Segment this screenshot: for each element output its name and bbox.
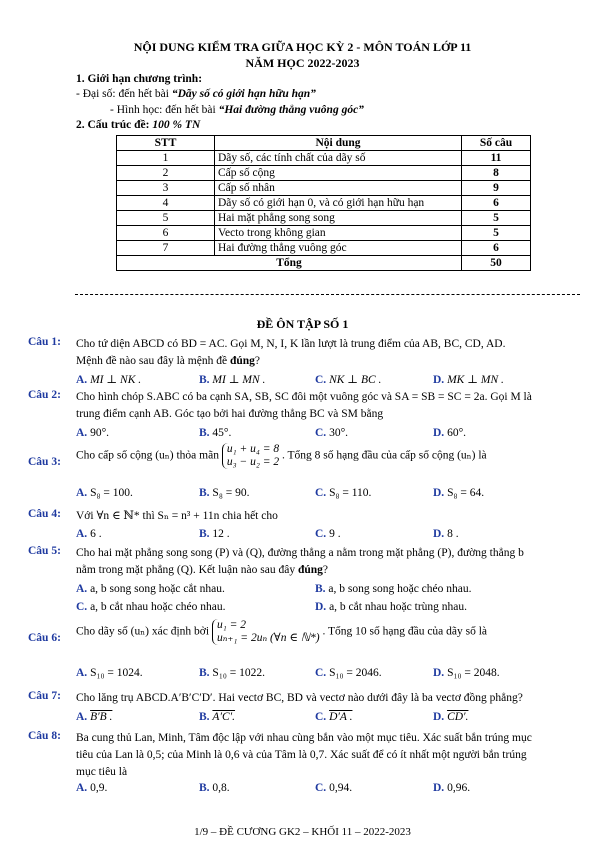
page-title: NỘI DUNG KIỂM TRA GIỮA HỌC KỲ 2 - MÔN TOÁN LỚP 11 [133, 40, 472, 54]
option-d[interactable]: D. S₈ = 64. [433, 487, 485, 499]
table-row: 6 Vecto trong không gian 5 [117, 226, 531, 241]
option-a[interactable]: A. S₁₀ = 1024. [76, 667, 143, 679]
question-text: Cho hình chóp S.ABC có ba cạnh SA, SB, SC đôi một vuông góc và SA = SB = SC = 2a. Gọi M là trung điểm cạnh AB. Góc tạo bởi hai đường thẳng BC và SM bằng [76, 391, 532, 420]
page-footer: 1/9 – ĐỀ CƯƠNG GK2 – KHỐI 11 – 2022-2023 [194, 826, 411, 838]
option-b[interactable]: B. S₈ = 90. [199, 487, 250, 499]
option-a[interactable]: A. 90°. [76, 427, 110, 439]
option-a[interactable]: A. S₈ = 100. [76, 487, 133, 499]
option-d[interactable]: D. CD′. [433, 711, 469, 723]
question-text: Cho hai mặt phẳng song song (P) và (Q), đường thẳng a nằm trong mặt phẳng (P), đường thẳng b nằm trong mặt phẳng (Q). Kết luận nào sau đây đúng? [76, 547, 524, 576]
option-c[interactable]: C. a, b cắt nhau hoặc chéo nhau. [76, 601, 226, 613]
question-text: Ba cung thủ Lan, Minh, Tâm độc lập với nhau cùng bắn vào một mục tiêu. Xác suất bắn trúng mục tiêu của Lan là 0,5; của Minh là 0,6 và của Tâm là 0,7. Xác suất để có ít nhất một người bắn trúng mục tiêu là [76, 732, 532, 778]
option-a[interactable]: A. a, b song song hoặc cắt nhau. [76, 583, 225, 595]
option-c[interactable]: C. 9 . [315, 528, 341, 540]
option-d[interactable]: D. 60°. [433, 427, 467, 439]
equation-system: u₁ + u₄ = 8 u₃ − u₂ = 2 [222, 443, 279, 469]
option-b[interactable]: B. 12 . [199, 528, 230, 540]
structure-heading: 2. Cấu trúc đề: 100 % TN [76, 119, 201, 131]
question-label: Câu 4: [28, 508, 61, 520]
option-d[interactable]: D. 8 . [433, 528, 459, 540]
question-label: Câu 2: [28, 389, 61, 401]
question-label: Câu 7: [28, 690, 61, 702]
structure-table [116, 135, 531, 271]
question-text: Cho tứ diện ABCD có BD = AC. Gọi M, N, I, K lần lượt là trung điểm của AB, BC, CD, AD. Mệnh đề nào sau đây là mệnh đề đúng? [76, 338, 506, 367]
option-b[interactable]: B. 45°. [199, 427, 232, 439]
option-c[interactable]: C. S₁₀ = 2046. [315, 667, 382, 679]
option-d[interactable]: D. a, b cắt nhau hoặc trùng nhau. [315, 601, 468, 613]
question-label: Câu 3: [28, 456, 61, 468]
option-b[interactable]: B. A′C′. [199, 711, 236, 723]
table-total-row: Tổng 50 [117, 256, 531, 271]
table-row: 3 Cấp số nhân 9 [117, 181, 531, 196]
option-a[interactable]: A. 6 . [76, 528, 102, 540]
table-header-row [117, 136, 531, 151]
option-c[interactable]: C. 0,94. [315, 782, 353, 794]
exam-title: ĐỀ ÔN TẬP SỐ 1 [256, 317, 349, 331]
school-year: NĂM HỌC 2022-2023 [245, 56, 360, 70]
divider [75, 294, 580, 295]
question-label: Câu 8: [28, 730, 61, 742]
option-b[interactable]: B. a, b song song hoặc chéo nhau. [315, 583, 472, 595]
option-b[interactable]: B. S₁₀ = 1022. [199, 667, 265, 679]
scope-algebra: - Đại số: đến hết bài “Dãy số có giới hạn hữu hạn” [76, 88, 316, 100]
option-c[interactable]: C. S₈ = 110. [315, 487, 372, 499]
table-row: 1 Dãy số, các tính chất của dãy số 11 [117, 151, 531, 166]
table-row: 7 Hai đường thẳng vuông góc 6 [117, 241, 531, 256]
question-label: Câu 1: [28, 336, 61, 348]
scope-geometry: - Hình học: đến hết bài “Hai đường thẳng vuông góc” [110, 104, 364, 116]
option-d[interactable]: D. 0,96. [433, 782, 471, 794]
option-d[interactable]: D. S₁₀ = 2048. [433, 667, 500, 679]
table-row: 2 Cấp số cộng 8 [117, 166, 531, 181]
option-c[interactable]: C. D′A . [315, 711, 353, 723]
col-content: Nội dung [215, 136, 462, 151]
question-label: Câu 6: [28, 632, 61, 644]
option-a[interactable]: A. MI ⊥ NK . [76, 374, 142, 386]
option-b[interactable]: B. 0,8. [199, 782, 230, 794]
col-count: Số câu [462, 136, 531, 151]
question-text: Với ∀n ∈ ℕ* thì Sₙ = n³ + 11n chia hết cho [76, 510, 278, 522]
question-text: Cho cấp số cộng (uₙ) thỏa mãn u₁ + u₄ = 8 u₃ − u₂ = 2 . Tổng 8 số hạng đầu của cấp số cộng (uₙ) là [76, 443, 487, 468]
table-row: 4 Dãy số có giới hạn 0, và có giới hạn hữu hạn 6 [117, 196, 531, 211]
col-stt: STT [117, 136, 215, 151]
option-c[interactable]: C. NK ⊥ BC . [315, 374, 382, 386]
scope-heading: 1. Giới hạn chương trình: [76, 73, 203, 85]
table-row: 5 Hai mặt phẳng song song 5 [117, 211, 531, 226]
equation-system: u₁ = 2 uₙ₊₁ = 2uₙ (∀n ∈ ℕ*) [212, 619, 320, 645]
option-c[interactable]: C. 30°. [315, 427, 349, 439]
option-b[interactable]: B. MI ⊥ MN . [199, 374, 266, 386]
option-a[interactable]: A. 0,9. [76, 782, 108, 794]
option-a[interactable]: A. B′B . [76, 711, 113, 723]
option-d[interactable]: D. MK ⊥ MN . [433, 374, 504, 386]
question-text: Cho lăng trụ ABCD.A′B′C′D′. Hai vectơ BC, BD và vectơ nào dưới đây là ba vectơ đồng phẳng? [76, 692, 523, 704]
question-label: Câu 5: [28, 545, 61, 557]
question-text: Cho dãy số (uₙ) xác định bởi u₁ = 2 uₙ₊₁ = 2uₙ (∀n ∈ ℕ*) . Tổng 10 số hạng đầu của dãy số là [76, 619, 488, 644]
